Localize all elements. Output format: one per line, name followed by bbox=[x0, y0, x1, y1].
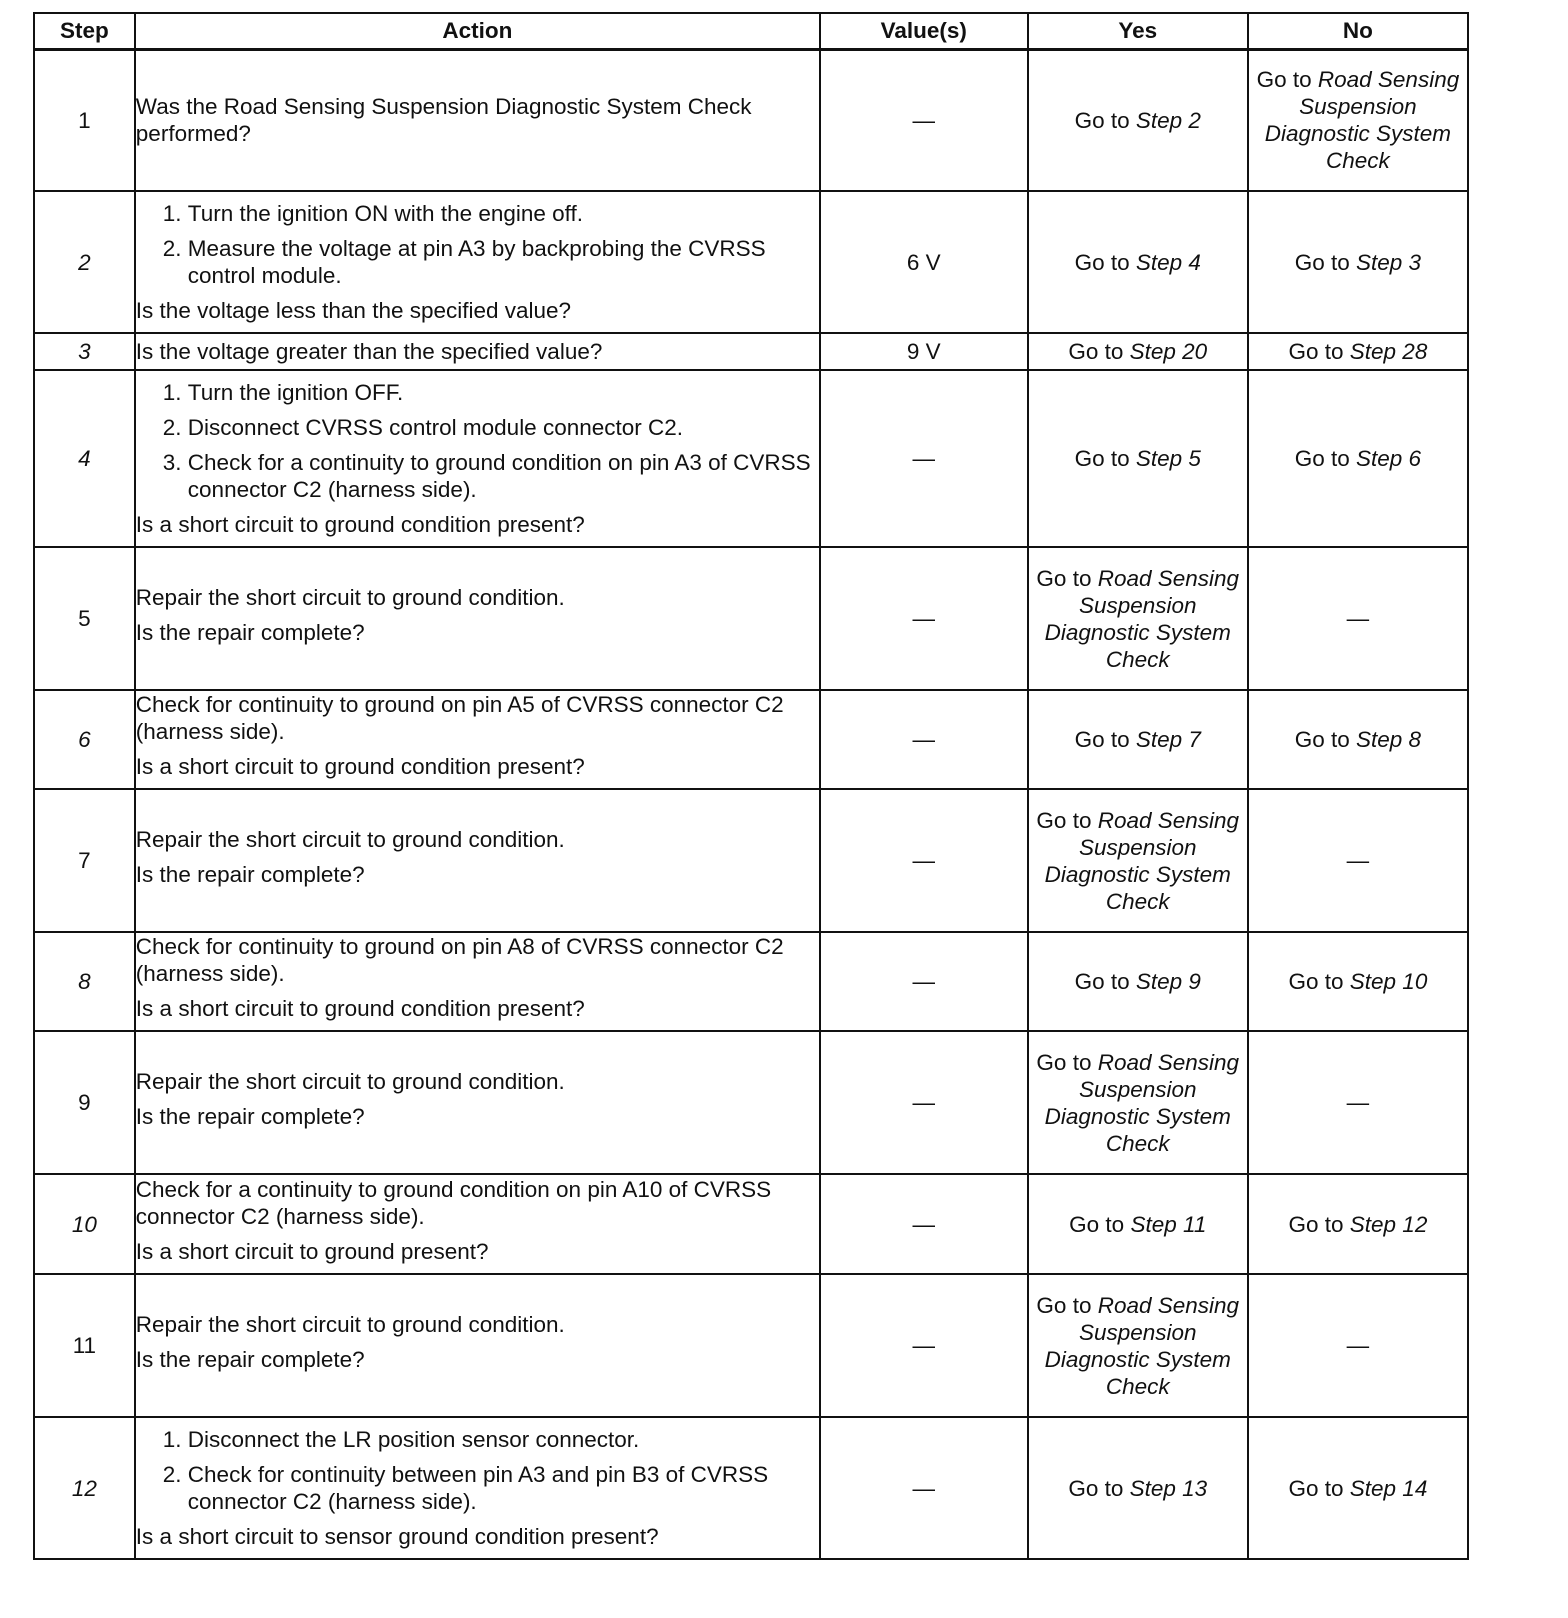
table-row bbox=[34, 1031, 1468, 1174]
action-text: Is the voltage greater than the specified value? bbox=[135, 339, 603, 364]
value-cell: — bbox=[820, 49, 1028, 191]
no-target: Step 10 bbox=[1349, 969, 1428, 994]
yes-cell bbox=[1028, 191, 1248, 333]
yes-target: Road Sensing Suspension Diagnostic System Check bbox=[1044, 807, 1240, 914]
action-question: Is the voltage less than the specified value? bbox=[135, 298, 572, 323]
yes-cell bbox=[1028, 1174, 1248, 1274]
action-question: Is a short circuit to ground condition present? bbox=[135, 512, 585, 537]
action-text: Repair the short circuit to ground condition. bbox=[135, 826, 565, 852]
yes-prefix: Go to bbox=[1036, 1049, 1092, 1075]
no-cell bbox=[1248, 1174, 1468, 1274]
header-row bbox=[34, 13, 1468, 49]
action-question: Is the repair complete? bbox=[135, 1103, 365, 1129]
yes-target: Step 13 bbox=[1129, 1475, 1208, 1501]
header-yes: Yes bbox=[1028, 13, 1248, 49]
yes-cell bbox=[1028, 1274, 1248, 1417]
action-cell bbox=[135, 932, 820, 1031]
no-cell: — bbox=[1248, 789, 1468, 932]
table-row bbox=[34, 49, 1468, 191]
yes-target: Step 9 bbox=[1135, 969, 1201, 994]
yes-target: Step 5 bbox=[1135, 446, 1201, 471]
table-row bbox=[34, 690, 1468, 789]
step-number: 4 bbox=[34, 370, 135, 547]
action-cell bbox=[135, 1031, 820, 1174]
action-cell bbox=[135, 1417, 820, 1559]
action-question: Is a short circuit to sensor ground condition present? bbox=[135, 1524, 659, 1549]
yes-cell bbox=[1028, 1417, 1248, 1559]
header-values: Value(s) bbox=[820, 13, 1028, 49]
no-cell bbox=[1248, 690, 1468, 789]
header-action: Action bbox=[135, 13, 820, 49]
no-target: Road Sensing Suspension Diagnostic System Check bbox=[1264, 67, 1460, 174]
no-prefix: Go to bbox=[1294, 727, 1350, 752]
action-text: Repair the short circuit to ground condition. bbox=[135, 1311, 565, 1337]
yes-target: Step 20 bbox=[1129, 339, 1208, 364]
action-item: 2. Check for continuity between pin A3 and pin B3 of CVRSS connector C2 (harness side). bbox=[188, 1461, 819, 1515]
yes-cell bbox=[1028, 333, 1248, 370]
value-cell: — bbox=[820, 370, 1028, 547]
action-text: Repair the short circuit to ground condition. bbox=[135, 584, 565, 610]
value-cell: — bbox=[820, 690, 1028, 789]
yes-cell bbox=[1028, 547, 1248, 690]
yes-target: Step 2 bbox=[1135, 107, 1201, 133]
step-number: 2 bbox=[34, 191, 135, 333]
action-cell bbox=[135, 370, 820, 547]
table-row bbox=[34, 1274, 1468, 1417]
yes-prefix: Go to bbox=[1036, 807, 1092, 833]
value-cell: — bbox=[820, 1274, 1028, 1417]
yes-cell bbox=[1028, 789, 1248, 932]
no-target: Step 14 bbox=[1349, 1475, 1428, 1501]
action-text: Was the Road Sensing Suspension Diagnostic System Check performed? bbox=[135, 94, 752, 147]
step-number: 6 bbox=[34, 690, 135, 789]
value-cell: — bbox=[820, 932, 1028, 1031]
action-cell bbox=[135, 547, 820, 690]
no-prefix: Go to bbox=[1288, 1475, 1344, 1501]
table-row bbox=[34, 1174, 1468, 1274]
yes-prefix: Go to bbox=[1074, 446, 1130, 471]
action-cell bbox=[135, 789, 820, 932]
step-number: 3 bbox=[34, 333, 135, 370]
no-cell: — bbox=[1248, 1274, 1468, 1417]
step-number: 12 bbox=[34, 1417, 135, 1559]
action-cell bbox=[135, 191, 820, 333]
action-question: Is a short circuit to ground condition present? bbox=[135, 996, 585, 1021]
no-prefix: Go to bbox=[1288, 1211, 1344, 1237]
no-target: Step 3 bbox=[1356, 249, 1422, 275]
step-number: 1 bbox=[34, 49, 135, 191]
no-cell bbox=[1248, 191, 1468, 333]
yes-prefix: Go to bbox=[1074, 969, 1130, 994]
yes-target: Road Sensing Suspension Diagnostic System Check bbox=[1044, 565, 1240, 672]
no-cell bbox=[1248, 333, 1468, 370]
yes-prefix: Go to bbox=[1036, 1292, 1092, 1318]
table-row bbox=[34, 370, 1468, 547]
no-target: Step 6 bbox=[1356, 446, 1422, 471]
no-prefix: Go to bbox=[1294, 249, 1350, 275]
step-number: 7 bbox=[34, 789, 135, 932]
action-question: Is the repair complete? bbox=[135, 619, 365, 645]
action-text: Check for continuity to ground on pin A8 of CVRSS connector C2 (harness side). bbox=[135, 934, 784, 986]
no-cell bbox=[1248, 49, 1468, 191]
action-item: 3. Check for a continuity to ground condition on pin A3 of CVRSS connector C2 (harness side). bbox=[188, 449, 819, 503]
no-prefix: Go to bbox=[1294, 446, 1350, 471]
yes-target: Step 7 bbox=[1135, 727, 1201, 752]
yes-target: Road Sensing Suspension Diagnostic System Check bbox=[1044, 1049, 1240, 1156]
table-row bbox=[34, 932, 1468, 1031]
no-target: Step 28 bbox=[1349, 339, 1428, 364]
action-question: Is the repair complete? bbox=[135, 1346, 365, 1372]
no-target: Step 8 bbox=[1356, 727, 1422, 752]
step-number: 9 bbox=[34, 1031, 135, 1174]
yes-prefix: Go to bbox=[1068, 339, 1124, 364]
header-no: No bbox=[1248, 13, 1468, 49]
action-list bbox=[136, 1426, 819, 1515]
step-number: 8 bbox=[34, 932, 135, 1031]
table-row bbox=[34, 789, 1468, 932]
value-cell: — bbox=[820, 547, 1028, 690]
no-cell: — bbox=[1248, 1031, 1468, 1174]
yes-prefix: Go to bbox=[1068, 1475, 1124, 1501]
action-cell bbox=[135, 1274, 820, 1417]
action-cell bbox=[135, 333, 820, 370]
step-number: 10 bbox=[34, 1174, 135, 1274]
no-cell bbox=[1248, 370, 1468, 547]
value-cell: — bbox=[820, 1174, 1028, 1274]
value-cell: — bbox=[820, 789, 1028, 932]
action-item: 2. Disconnect CVRSS control module connector C2. bbox=[188, 414, 819, 441]
action-cell bbox=[135, 690, 820, 789]
action-item: 1. Turn the ignition OFF. bbox=[188, 379, 819, 406]
no-cell: — bbox=[1248, 547, 1468, 690]
table-row bbox=[34, 1417, 1468, 1559]
yes-target: Step 11 bbox=[1130, 1211, 1207, 1237]
action-cell bbox=[135, 49, 820, 191]
value-cell: 6 V bbox=[820, 191, 1028, 333]
action-item: 1. Disconnect the LR position sensor connector. bbox=[188, 1426, 819, 1453]
yes-cell bbox=[1028, 1031, 1248, 1174]
yes-target: Step 4 bbox=[1135, 249, 1201, 275]
diagnostic-table bbox=[33, 12, 1469, 1560]
no-cell bbox=[1248, 932, 1468, 1031]
yes-prefix: Go to bbox=[1074, 727, 1130, 752]
action-cell bbox=[135, 1174, 820, 1274]
action-text: Repair the short circuit to ground condition. bbox=[135, 1068, 565, 1094]
action-question: Is the repair complete? bbox=[135, 861, 365, 887]
no-target: Step 12 bbox=[1349, 1211, 1428, 1237]
no-cell bbox=[1248, 1417, 1468, 1559]
action-item: 1. Turn the ignition ON with the engine off. bbox=[188, 200, 819, 227]
action-list bbox=[136, 200, 819, 289]
action-question: Is a short circuit to ground present? bbox=[135, 1238, 489, 1264]
yes-prefix: Go to bbox=[1074, 249, 1130, 275]
yes-cell bbox=[1028, 690, 1248, 789]
yes-prefix: Go to bbox=[1074, 107, 1130, 133]
table-row bbox=[34, 333, 1468, 370]
table-row bbox=[34, 191, 1468, 333]
value-cell: 9 V bbox=[820, 333, 1028, 370]
step-number: 5 bbox=[34, 547, 135, 690]
yes-cell bbox=[1028, 932, 1248, 1031]
yes-prefix: Go to bbox=[1069, 1211, 1125, 1237]
action-list bbox=[136, 379, 819, 503]
no-prefix: Go to bbox=[1288, 969, 1344, 994]
no-prefix: Go to bbox=[1256, 67, 1312, 93]
no-prefix: Go to bbox=[1288, 339, 1344, 364]
yes-target: Road Sensing Suspension Diagnostic System Check bbox=[1044, 1292, 1240, 1399]
yes-cell bbox=[1028, 49, 1248, 191]
header-step: Step bbox=[34, 13, 135, 49]
value-cell: — bbox=[820, 1417, 1028, 1559]
action-text: Check for a continuity to ground condition on pin A10 of CVRSS connector C2 (harness side). bbox=[135, 1176, 772, 1229]
yes-prefix: Go to bbox=[1036, 565, 1092, 591]
table-row bbox=[34, 547, 1468, 690]
step-number: 11 bbox=[34, 1274, 135, 1417]
action-item: 2. Measure the voltage at pin A3 by backprobing the CVRSS control module. bbox=[188, 235, 819, 289]
value-cell: — bbox=[820, 1031, 1028, 1174]
action-question: Is a short circuit to ground condition present? bbox=[135, 754, 585, 779]
yes-cell bbox=[1028, 370, 1248, 547]
action-text: Check for continuity to ground on pin A5 of CVRSS connector C2 (harness side). bbox=[135, 692, 784, 744]
